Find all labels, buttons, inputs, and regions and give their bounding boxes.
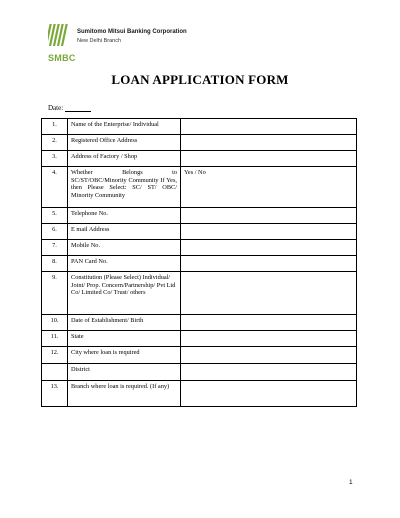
branch-name: New Delhi Branch	[77, 38, 122, 44]
bank-logo	[44, 22, 204, 68]
table-row	[42, 224, 357, 240]
table-row	[42, 381, 357, 407]
field-value[interactable]	[181, 135, 357, 151]
row-number: 12.	[42, 347, 68, 364]
field-value[interactable]	[181, 331, 357, 347]
date-label: Date:	[48, 104, 64, 112]
bank-short-name: SMBC	[48, 53, 76, 63]
bank-name: Sumitomo Mitsui Banking Corporation	[77, 29, 187, 35]
row-number: 2.	[42, 135, 68, 151]
field-value[interactable]	[181, 256, 357, 272]
table-row	[42, 315, 357, 331]
table-row	[42, 272, 357, 315]
row-number: 5.	[42, 208, 68, 224]
row-number: 6.	[42, 224, 68, 240]
smbc-logo-icon	[48, 22, 72, 52]
table-row	[42, 240, 357, 256]
application-table	[41, 118, 357, 407]
field-label: PAN Card No.	[68, 256, 181, 272]
row-number: 11.	[42, 331, 68, 347]
table-row	[42, 167, 357, 208]
field-label: Registered Office Address	[68, 135, 181, 151]
row-number: 13.	[42, 381, 68, 407]
field-label: Telephone No.	[68, 208, 181, 224]
page-title: LOAN APPLICATION FORM	[111, 72, 289, 87]
field-label: Branch where loan is required. (If any)	[68, 381, 181, 407]
field-value[interactable]	[181, 272, 357, 315]
field-value[interactable]	[181, 381, 357, 407]
table-row	[42, 151, 357, 167]
field-label: Mobile No.	[68, 240, 181, 256]
table-row	[42, 208, 357, 224]
row-number: 4.	[42, 167, 68, 208]
field-label: District	[68, 364, 181, 381]
field-value[interactable]	[181, 364, 357, 381]
field-value[interactable]	[181, 224, 357, 240]
field-value[interactable]	[181, 315, 357, 331]
table-row	[42, 135, 357, 151]
row-number: 3.	[42, 151, 68, 167]
field-label: City where loan is required	[68, 347, 181, 364]
row-number: 8.	[42, 256, 68, 272]
field-label: Address of Factory / Shop	[68, 151, 181, 167]
field-value[interactable]	[181, 151, 357, 167]
row-number: 9.	[42, 272, 68, 315]
page-number: 1	[349, 479, 353, 486]
table-row	[42, 256, 357, 272]
table-row	[42, 119, 357, 135]
row-number: 10.	[42, 315, 68, 331]
field-label: Date of Establishment/ Birth	[68, 315, 181, 331]
field-label: State	[68, 331, 181, 347]
field-value[interactable]	[181, 347, 357, 364]
row-number	[42, 364, 68, 381]
field-value[interactable]	[181, 119, 357, 135]
row-number: 1.	[42, 119, 68, 135]
table-row	[42, 331, 357, 347]
row-number: 7.	[42, 240, 68, 256]
table-row	[42, 364, 357, 381]
date-line	[48, 104, 91, 112]
field-value[interactable]	[181, 208, 357, 224]
field-value[interactable]: Yes / No	[181, 167, 357, 208]
field-label: E mail Address	[68, 224, 181, 240]
table-row	[42, 347, 357, 364]
field-value[interactable]	[181, 240, 357, 256]
field-label: Whether Belongs to SC/ST/OBC/Minority Community If Yes, then Please Select: SC/ ST/ OBC/ Minority Community	[68, 167, 181, 208]
field-label: Constitution (Please Select) Individual/ Joint/ Prop. Concern/Partnership/ Pvt Ltd Co/ Limited Co/ Trust/ others	[68, 272, 181, 315]
date-blank[interactable]	[65, 105, 91, 112]
field-label: Name of the Enterprise/ Individual	[68, 119, 181, 135]
